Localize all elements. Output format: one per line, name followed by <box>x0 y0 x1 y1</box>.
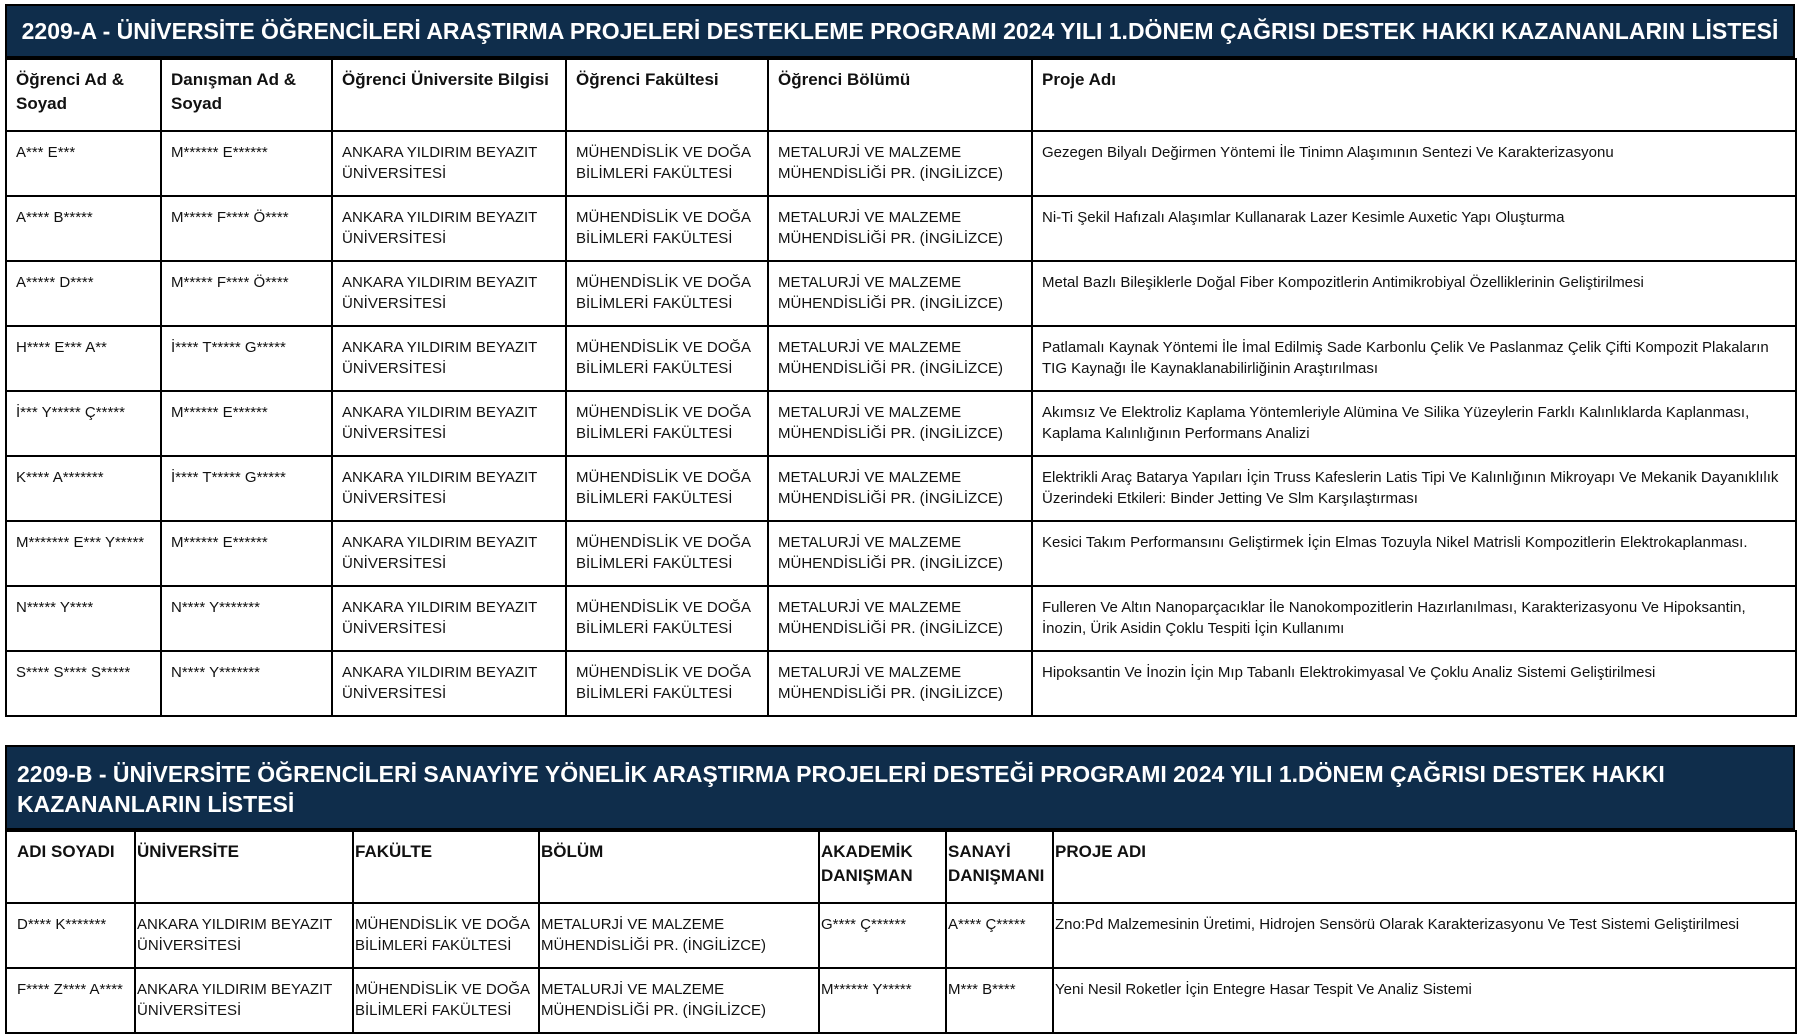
table-cell: N**** Y******* <box>161 586 332 651</box>
table-cell: M*** B**** <box>946 968 1053 1033</box>
table-cell: ANKARA YILDIRIM BEYAZIT ÜNİVERSİTESİ <box>135 903 353 968</box>
column-header: BÖLÜM <box>539 831 819 903</box>
table-cell: METALURJİ VE MALZEME MÜHENDİSLİĞİ PR. (İNGİLİZCE) <box>768 261 1032 326</box>
table-header-row <box>6 59 1796 131</box>
table-cell: MÜHENDİSLİK VE DOĞA BİLİMLERİ FAKÜLTESİ <box>566 651 768 716</box>
table-cell: MÜHENDİSLİK VE DOĞA BİLİMLERİ FAKÜLTESİ <box>566 586 768 651</box>
table-cell: METALURJİ VE MALZEME MÜHENDİSLİĞİ PR. (İNGİLİZCE) <box>539 903 819 968</box>
table-cell: M****** E****** <box>161 521 332 586</box>
table-cell: ANKARA YILDIRIM BEYAZIT ÜNİVERSİTESİ <box>332 651 566 716</box>
column-header: Danışman Ad & Soyad <box>161 59 332 131</box>
table-cell: MÜHENDİSLİK VE DOĞA BİLİMLERİ FAKÜLTESİ <box>566 196 768 261</box>
column-header: Öğrenci Üniversite Bilgisi <box>332 59 566 131</box>
table-2209a <box>5 58 1797 717</box>
section-2209b-title: 2209-B - ÜNİVERSİTE ÖĞRENCİLERİ SANAYİYE YÖNELİK ARAŞTIRMA PROJELERİ DESTEĞİ PROGRAMI 2024 YILI 1.DÖNEM ÇAĞRISI DESTEK HAKKI KAZANANLARIN LİSTESİ <box>5 745 1795 830</box>
column-header: Öğrenci Bölümü <box>768 59 1032 131</box>
table-row <box>6 391 1796 456</box>
table-cell: N***** Y**** <box>6 586 161 651</box>
table-cell: İ*** Y***** Ç***** <box>6 391 161 456</box>
table-cell: Akımsız Ve Elektroliz Kaplama Yöntemleriyle Alümina Ve Silika Yüzeylerin Farklı Kalınlıklarda Kaplanması, Kaplama Kalınlığının Performans Analizi <box>1032 391 1796 456</box>
table-2209b <box>5 830 1797 1034</box>
table-cell: G**** Ç****** <box>819 903 946 968</box>
column-header: ÜNİVERSİTE <box>135 831 353 903</box>
table-cell: M****** E****** <box>161 391 332 456</box>
table-row <box>6 196 1796 261</box>
table-cell: MÜHENDİSLİK VE DOĞA BİLİMLERİ FAKÜLTESİ <box>566 261 768 326</box>
table-cell: MÜHENDİSLİK VE DOĞA BİLİMLERİ FAKÜLTESİ <box>566 131 768 196</box>
table-cell: H**** E*** A** <box>6 326 161 391</box>
column-header: FAKÜLTE <box>353 831 539 903</box>
column-header: PROJE ADI <box>1053 831 1796 903</box>
column-header: Proje Adı <box>1032 59 1796 131</box>
table-cell: ANKARA YILDIRIM BEYAZIT ÜNİVERSİTESİ <box>332 261 566 326</box>
table-cell: METALURJİ VE MALZEME MÜHENDİSLİĞİ PR. (İNGİLİZCE) <box>768 586 1032 651</box>
table-cell: METALURJİ VE MALZEME MÜHENDİSLİĞİ PR. (İNGİLİZCE) <box>768 196 1032 261</box>
table-cell: A**** Ç***** <box>946 903 1053 968</box>
table-cell: Hipoksantin Ve İnozin İçin Mıp Tabanlı Elektrokimyasal Ve Çoklu Analiz Sistemi Geliştirilmesi <box>1032 651 1796 716</box>
table-row <box>6 326 1796 391</box>
table-cell: İ**** T***** G***** <box>161 326 332 391</box>
table-cell: ANKARA YILDIRIM BEYAZIT ÜNİVERSİTESİ <box>332 456 566 521</box>
column-header: Öğrenci Fakültesi <box>566 59 768 131</box>
table-row <box>6 131 1796 196</box>
table-row <box>6 968 1796 1033</box>
table-cell: Metal Bazlı Bileşiklerle Doğal Fiber Kompozitlerin Antimikrobiyal Özelliklerinin Geliştirilmesi <box>1032 261 1796 326</box>
table-cell: A*** E*** <box>6 131 161 196</box>
table-cell: M***** F**** Ö**** <box>161 196 332 261</box>
column-header: Öğrenci Ad & Soyad <box>6 59 161 131</box>
table-cell: Patlamalı Kaynak Yöntemi İle İmal Edilmiş Sade Karbonlu Çelik Ve Paslanmaz Çelik Çifti Kompozit Plakaların TIG Kaynağı İle Kaynaklanabilirliğinin Araştırılması <box>1032 326 1796 391</box>
table-cell: MÜHENDİSLİK VE DOĞA BİLİMLERİ FAKÜLTESİ <box>353 903 539 968</box>
table-cell: ANKARA YILDIRIM BEYAZIT ÜNİVERSİTESİ <box>332 131 566 196</box>
table-cell: İ**** T***** G***** <box>161 456 332 521</box>
table-cell: MÜHENDİSLİK VE DOĞA BİLİMLERİ FAKÜLTESİ <box>353 968 539 1033</box>
column-header: AKADEMİK DANIŞMAN <box>819 831 946 903</box>
table-cell: ANKARA YILDIRIM BEYAZIT ÜNİVERSİTESİ <box>332 391 566 456</box>
table-cell: Ni-Ti Şekil Hafızalı Alaşımlar Kullanarak Lazer Kesimle Auxetic Yapı Oluşturma <box>1032 196 1796 261</box>
table-cell: Elektrikli Araç Batarya Yapıları İçin Truss Kafeslerin Latis Tipi Ve Kalınlığının Mikroyapı Ve Mekanik Dayanıklılık Üzerindeki Etkileri: Binder Jetting Ve Slm Karşılaştırması <box>1032 456 1796 521</box>
table-header-row <box>6 831 1796 903</box>
table-cell: Fulleren Ve Altın Nanoparçacıklar İle Nanokompozitlerin Hazırlanılması, Karakterizasyonu Ve Hipoksantin, İnozin, Ürik Asidin Çoklu Tespiti İçin Kullanımı <box>1032 586 1796 651</box>
table-row <box>6 903 1796 968</box>
table-cell: METALURJİ VE MALZEME MÜHENDİSLİĞİ PR. (İNGİLİZCE) <box>768 456 1032 521</box>
table-cell: Yeni Nesil Roketler İçin Entegre Hasar Tespit Ve Analiz Sistemi <box>1053 968 1796 1033</box>
section-2209a <box>5 4 1795 717</box>
table-cell: Gezegen Bilyalı Değirmen Yöntemi İle Tinimn Alaşımının Sentezi Ve Karakterizasyonu <box>1032 131 1796 196</box>
table-row <box>6 261 1796 326</box>
table-cell: METALURJİ VE MALZEME MÜHENDİSLİĞİ PR. (İNGİLİZCE) <box>768 326 1032 391</box>
table-cell: D**** K******* <box>6 903 135 968</box>
table-cell: M****** Y***** <box>819 968 946 1033</box>
table-cell: METALURJİ VE MALZEME MÜHENDİSLİĞİ PR. (İNGİLİZCE) <box>768 651 1032 716</box>
table-cell: ANKARA YILDIRIM BEYAZIT ÜNİVERSİTESİ <box>332 521 566 586</box>
table-cell: METALURJİ VE MALZEME MÜHENDİSLİĞİ PR. (İNGİLİZCE) <box>768 521 1032 586</box>
table-cell: A**** B***** <box>6 196 161 261</box>
table-cell: S**** S**** S***** <box>6 651 161 716</box>
table-cell: Kesici Takım Performansını Geliştirmek İçin Elmas Tozuyla Nikel Matrisli Kompozitlerin Elektrokaplanması. <box>1032 521 1796 586</box>
table-cell: F**** Z**** A**** <box>6 968 135 1033</box>
table-cell: K**** A******* <box>6 456 161 521</box>
table-cell: ANKARA YILDIRIM BEYAZIT ÜNİVERSİTESİ <box>135 968 353 1033</box>
table-cell: MÜHENDİSLİK VE DOĞA BİLİMLERİ FAKÜLTESİ <box>566 456 768 521</box>
table-cell: MÜHENDİSLİK VE DOĞA BİLİMLERİ FAKÜLTESİ <box>566 391 768 456</box>
table-cell: N**** Y******* <box>161 651 332 716</box>
table-cell: ANKARA YILDIRIM BEYAZIT ÜNİVERSİTESİ <box>332 196 566 261</box>
column-header: ADI SOYADI <box>6 831 135 903</box>
table-cell: ANKARA YILDIRIM BEYAZIT ÜNİVERSİTESİ <box>332 586 566 651</box>
table-cell: M***** F**** Ö**** <box>161 261 332 326</box>
table-row <box>6 456 1796 521</box>
table-cell: MÜHENDİSLİK VE DOĞA BİLİMLERİ FAKÜLTESİ <box>566 326 768 391</box>
table-cell: METALURJİ VE MALZEME MÜHENDİSLİĞİ PR. (İNGİLİZCE) <box>539 968 819 1033</box>
table-cell: Zno:Pd Malzemesinin Üretimi, Hidrojen Sensörü Olarak Karakterizasyonu Ve Test Sistemi Geliştirilmesi <box>1053 903 1796 968</box>
table-cell: METALURJİ VE MALZEME MÜHENDİSLİĞİ PR. (İNGİLİZCE) <box>768 131 1032 196</box>
table-row <box>6 521 1796 586</box>
table-cell: ANKARA YILDIRIM BEYAZIT ÜNİVERSİTESİ <box>332 326 566 391</box>
table-row <box>6 586 1796 651</box>
table-cell: MÜHENDİSLİK VE DOĞA BİLİMLERİ FAKÜLTESİ <box>566 521 768 586</box>
table-cell: METALURJİ VE MALZEME MÜHENDİSLİĞİ PR. (İNGİLİZCE) <box>768 391 1032 456</box>
column-header: SANAYİ DANIŞMANI <box>946 831 1053 903</box>
table-cell: M******* E*** Y***** <box>6 521 161 586</box>
section-2209a-title: 2209-A - ÜNİVERSİTE ÖĞRENCİLERİ ARAŞTIRMA PROJELERİ DESTEKLEME PROGRAMI 2024 YILI 1.DÖNEM ÇAĞRISI DESTEK HAKKI KAZANANLARIN LİSTESİ <box>5 4 1795 58</box>
table-cell: A***** D**** <box>6 261 161 326</box>
section-2209b <box>5 745 1795 1034</box>
table-row <box>6 651 1796 716</box>
table-cell: M****** E****** <box>161 131 332 196</box>
